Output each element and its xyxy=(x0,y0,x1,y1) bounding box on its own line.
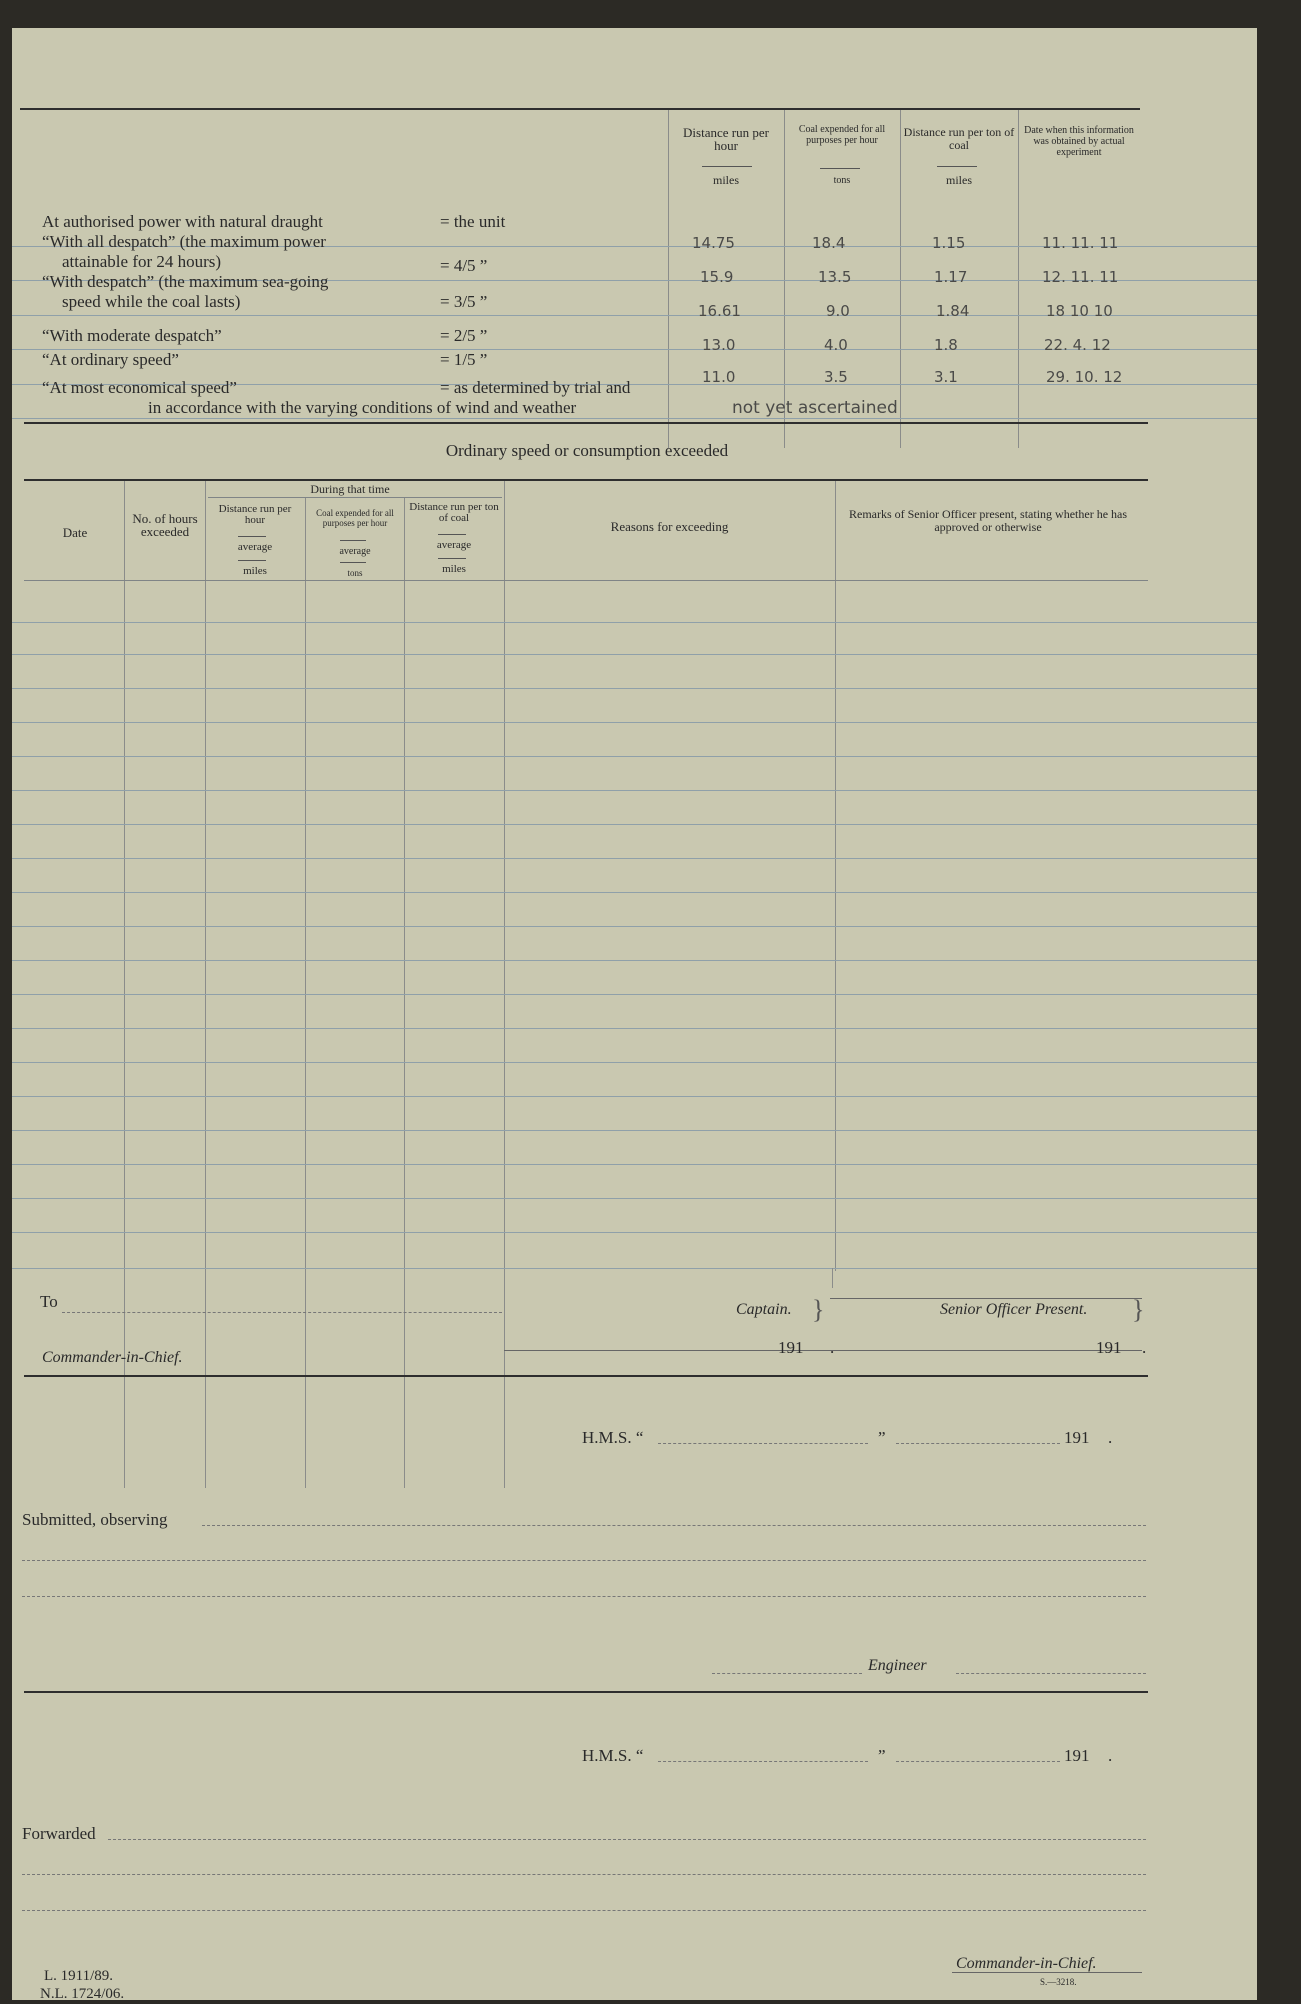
value-cell: 13.5 xyxy=(818,268,852,286)
sig-year: 191 xyxy=(778,1338,804,1357)
header-underline xyxy=(438,534,466,535)
sig-brace: } xyxy=(1132,1295,1145,1324)
row-label: “At ordinary speed” xyxy=(42,350,179,369)
value-cell: 18 10 10 xyxy=(1046,302,1113,320)
observing-line xyxy=(202,1525,1146,1526)
value-cell: 3.5 xyxy=(824,368,848,386)
value-cell: 1.8 xyxy=(934,336,958,354)
sig-commander: Commander-in-Chief. xyxy=(42,1349,183,1366)
blank-row-rule xyxy=(12,960,1257,961)
value-cell: 29. 10. 12 xyxy=(1046,368,1123,386)
col-divider xyxy=(205,481,206,1488)
blank-row-rule xyxy=(12,1096,1257,1097)
header-bottom-rule xyxy=(24,580,1148,581)
forwarded-label: Forwarded xyxy=(22,1824,96,1843)
value-cell: 3.1 xyxy=(934,368,958,386)
sig-dot: . xyxy=(830,1338,835,1357)
close-quote: ” xyxy=(878,1428,886,1447)
header-underline xyxy=(238,536,266,537)
sig-underline xyxy=(830,1298,1142,1299)
submitted-label: Submitted, observing xyxy=(22,1510,168,1529)
row-ratio: = the unit xyxy=(440,212,506,231)
hms-year: 191 xyxy=(1064,1428,1090,1447)
blank-row-rule xyxy=(12,824,1257,825)
section-rule xyxy=(24,422,1148,424)
value-not-ascertained: not yet ascertained xyxy=(732,398,898,418)
header-unit-miles: miles xyxy=(442,563,466,575)
row-rule xyxy=(12,418,1257,419)
row-ratio: = 1/5 ” xyxy=(440,350,488,369)
sig-captain: Captain. xyxy=(736,1301,792,1318)
header-underline xyxy=(340,540,366,541)
blank-row-rule xyxy=(12,1268,1257,1269)
sig-senior: Senior Officer Present. xyxy=(940,1301,1088,1318)
blank-row-rule xyxy=(12,1062,1257,1063)
forwarded-line xyxy=(108,1839,1146,1840)
value-cell: 14.75 xyxy=(692,234,735,252)
header-coal-per-hour: Coal expended for all purposes per hour xyxy=(798,124,886,146)
row-label: “At most economical speed” xyxy=(42,378,237,397)
value-cell: 1.15 xyxy=(932,234,966,252)
value-cell: 4.0 xyxy=(824,336,848,354)
header-underline xyxy=(340,562,366,563)
col-divider xyxy=(668,110,669,448)
header-average: average xyxy=(339,546,371,557)
hms-dot: . xyxy=(1108,1428,1113,1447)
engineer-line xyxy=(712,1673,862,1674)
blank-row-rule xyxy=(12,654,1257,655)
sig-dot: . xyxy=(1142,1338,1147,1357)
blank-row-rule xyxy=(12,1164,1257,1165)
blank-row-rule xyxy=(12,688,1257,689)
forward-commander: Commander-in-Chief. xyxy=(956,1955,1097,1972)
blank-row-rule xyxy=(12,858,1257,859)
blank-row-rule xyxy=(12,892,1257,893)
value-cell: 11. 11. 11 xyxy=(1042,234,1119,252)
engineer-line xyxy=(956,1673,1146,1674)
row-label-cont: speed while the coal lasts) xyxy=(62,292,241,311)
header-reasons: Reasons for exceeding xyxy=(610,519,729,534)
blank-row-rule xyxy=(12,926,1257,927)
value-cell: 15.9 xyxy=(700,268,734,286)
observing-line xyxy=(22,1596,1146,1597)
group-underline xyxy=(208,497,502,498)
col-divider xyxy=(404,498,405,1488)
row-ratio: = 2/5 ” xyxy=(440,326,488,345)
col-divider xyxy=(124,481,125,1488)
ship-name-line xyxy=(658,1761,868,1762)
value-cell: 12. 11. 11 xyxy=(1042,268,1119,286)
value-cell: 16.61 xyxy=(698,302,741,320)
blank-row-rule xyxy=(12,622,1257,623)
value-cell: 22. 4. 12 xyxy=(1044,336,1111,354)
date-line xyxy=(896,1761,1060,1762)
to-line xyxy=(62,1312,502,1313)
col-divider xyxy=(305,498,306,1488)
blank-row-rule xyxy=(12,1232,1257,1233)
header-unit-tons: tons xyxy=(347,568,363,578)
header-unit-miles: miles xyxy=(243,565,267,577)
header-underline xyxy=(438,558,466,559)
header-distance-per-ton: Distance run per ton of coal xyxy=(903,125,1015,152)
header-average: average xyxy=(237,541,273,553)
header-unit-miles: miles xyxy=(713,173,739,187)
header-distance: Distance run per hour xyxy=(218,503,292,526)
row-label-cont: in accordance with the varying conditions of wind and weather xyxy=(148,398,577,417)
blank-row-rule xyxy=(12,790,1257,791)
header-hours: No. of hours exceeded xyxy=(132,511,198,539)
print-code: S.—3218. xyxy=(1040,1977,1077,1987)
hms-dot: . xyxy=(1108,1746,1113,1765)
value-cell: 1.84 xyxy=(936,302,970,320)
value-cell: 18.4 xyxy=(812,234,846,252)
header-coal: Coal expended for all purposes per hour xyxy=(316,508,394,528)
row-label: “With moderate despatch” xyxy=(42,326,222,345)
col-divider xyxy=(1018,110,1019,448)
header-date: Date xyxy=(62,525,88,540)
header-underline xyxy=(238,560,266,561)
blank-row-rule xyxy=(12,756,1257,757)
value-cell: 11.0 xyxy=(702,368,736,386)
col-divider xyxy=(900,110,901,448)
header-underline xyxy=(702,166,752,167)
value-cell: 9.0 xyxy=(826,302,850,320)
blank-row-rule xyxy=(12,1130,1257,1131)
group-header: During that time xyxy=(310,482,390,496)
row-ratio: = 4/5 ” xyxy=(440,256,488,275)
section-rule xyxy=(24,1375,1148,1377)
ref-2: N.L. 1724/06. xyxy=(40,1986,125,2002)
sig-brace: } xyxy=(812,1295,825,1324)
blank-row-rule xyxy=(12,994,1257,995)
value-cell: 13.0 xyxy=(702,336,736,354)
ship-name-line xyxy=(658,1443,868,1444)
value-cell: 1.17 xyxy=(934,268,968,286)
engineer-label: Engineer xyxy=(868,1657,927,1674)
blank-row-rule xyxy=(12,1028,1257,1029)
header-unit-miles: miles xyxy=(946,173,972,187)
row-ratio: = as determined by trial and xyxy=(440,378,631,397)
hms-label: H.M.S. “ xyxy=(582,1746,644,1765)
sig-year: 191 xyxy=(1096,1338,1122,1357)
col-divider xyxy=(835,481,836,1271)
header-distance-per-hour: Distance run per hour xyxy=(683,125,769,153)
forwarded-line xyxy=(22,1874,1146,1875)
hms-year: 191 xyxy=(1064,1746,1090,1765)
section-rule xyxy=(24,1691,1148,1693)
forwarded-line xyxy=(22,1910,1146,1911)
form-page xyxy=(12,28,1257,2000)
ref-1: L. 1911/89. xyxy=(44,1968,114,1984)
row-ratio: = 3/5 ” xyxy=(440,292,488,311)
table-top-rule xyxy=(24,479,1148,481)
row-label: “With all despatch” (the maximum power xyxy=(42,232,326,251)
close-quote: ” xyxy=(878,1746,886,1765)
row-label-cont: attainable for 24 hours) xyxy=(62,252,222,271)
blank-row-rule xyxy=(12,1198,1257,1199)
sig-to: To xyxy=(40,1292,58,1311)
header-underline xyxy=(820,168,860,169)
top-rule xyxy=(20,108,1140,110)
section-title: Ordinary speed or consumption exceeded xyxy=(445,441,729,460)
row-label: “With despatch” (the maximum sea-going xyxy=(42,272,329,291)
blank-row-rule xyxy=(12,722,1257,723)
header-remarks: Remarks of Senior Officer present, stating whether he has approved or otherwise xyxy=(848,507,1128,534)
date-line xyxy=(896,1443,1060,1444)
observing-line xyxy=(22,1560,1146,1561)
header-date-obtained: Date when this information was obtained by actual experiment xyxy=(1024,125,1134,158)
header-per-ton: Distance run per ton of coal xyxy=(409,501,499,524)
sig-divider xyxy=(832,1268,833,1288)
header-underline xyxy=(937,166,977,167)
header-average: average xyxy=(436,539,472,551)
col-divider xyxy=(504,481,505,1488)
hms-label: H.M.S. “ xyxy=(582,1428,644,1447)
row-label: At authorised power with natural draught xyxy=(42,212,323,231)
header-unit-tons: tons xyxy=(833,175,851,186)
